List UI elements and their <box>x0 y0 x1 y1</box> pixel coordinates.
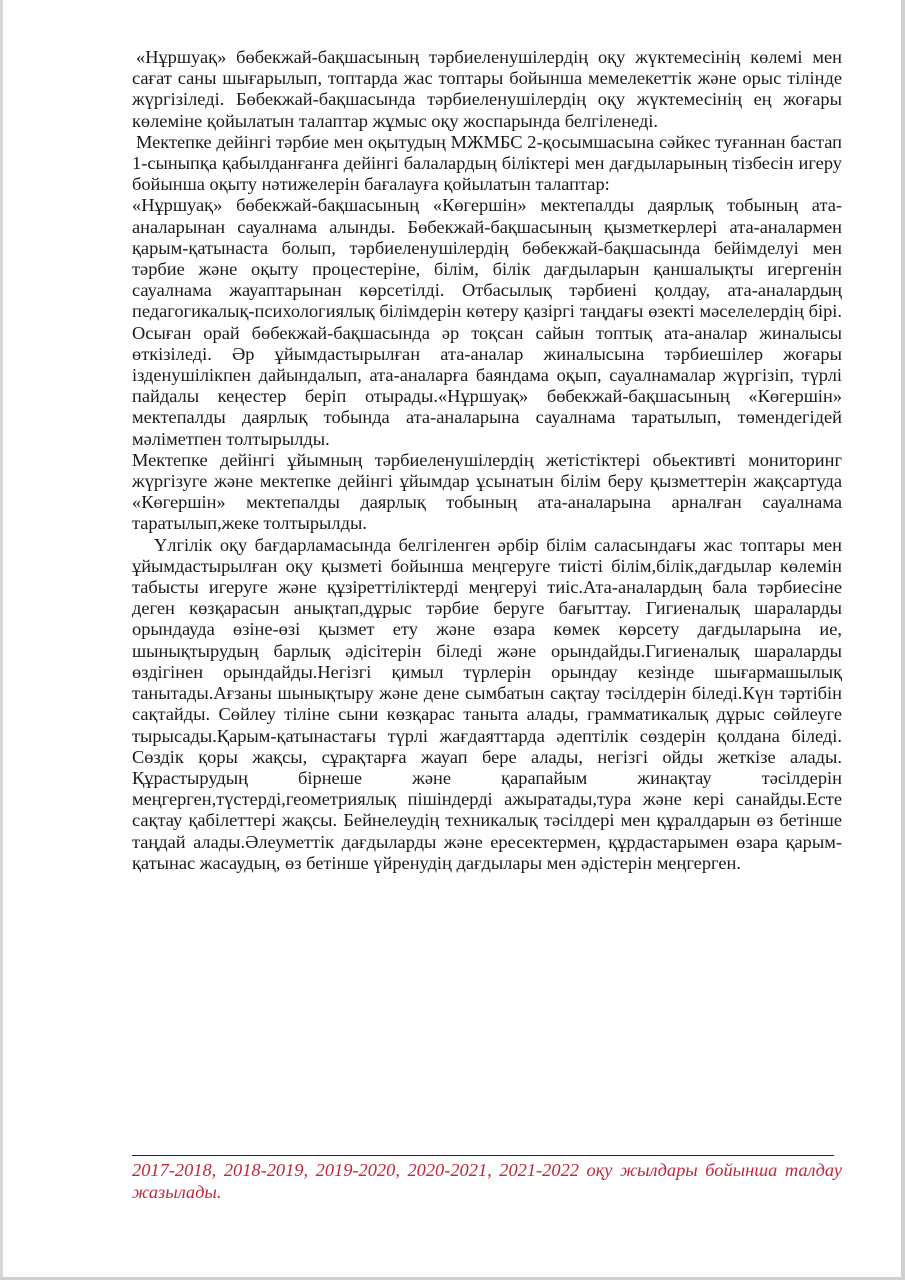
page-right-edge <box>901 0 905 1280</box>
footnote-note: 2017-2018, 2018-2019, 2019-2020, 2020-2021, 2021-2022 оқу жылдары бойынша талдау жазылады. <box>132 1160 842 1202</box>
page-left-edge <box>0 0 3 1280</box>
paragraph-parent-survey: «Нұршуақ» бөбекжай-бақшасының «Көгершін» мектепалды даярлық тобының ата-аналарынан сауалнама алынды. Бөбекжай-бақшасының қызметкерлері ата-аналармен қарым-қатынаста болып, тәрбиеленушілердің бөбекжай-бақшасында бейімделуі мен тәрбие және оқыту процестеріне, білім, білік дағдыларын қаншалықты игергенін сауалнама жауаптарынан көрсетілді. Отбасылық тәрбиені қолдау, ата-аналардың педагогикалық-психологиялық білімдерін көтеру қазіргі таңдағы өзекті мәселелердің бірі. Осыған орай бөбекжай-бақшасында әр тоқсан сайын топтық ата-аналар жиналысы өткізіледі. Әр ұйымдастырылған ата-аналар жиналысына тәрбиешілер жоғары ізденушілікпен дайындалып, ата-аналарға баяндама оқып, сауалнамалар жүргізіп, түрлі пайдалы кеңестер беріп отырады.«Нұршуақ» бөбекжай-бақшасының «Көгершін» мектепалды даярлық тобында ата-аналарына сауалнама таратылып, төмендегідей мәліметпен толтырылды. <box>132 195 842 449</box>
paragraph-monitoring: Мектепке дейінгі ұйымның тәрбиеленушілердің жетістіктері обьективті мониторинг жүргізуге және мектепке дейінгі ұйымдар ұсынатын білім беру қызметтерін жақсартуда «Көгершін» мектепалды даярлық тобының ата-аналарына арналған сауалнама таратылып,жеке толтырылды. <box>132 449 842 534</box>
footnote-divider <box>132 1155 834 1156</box>
document-body <box>132 47 842 874</box>
paragraph-workload: «Нұршуақ» бөбекжай-бақшасының тәрбиеленушілердің оқу жүктемесінің көлемі мен сағат саны шығарылып, топтарда жас топтары бойынша мемелекеттік және орыс тілінде жүргізіледі. Бөбекжай-бақшасында тәрбиеленушілердің оқу жүктемесінің ең жоғары көлеміне қойылатын талаптар жұмыс оқу жоспарында белгіленеді. <box>132 47 842 131</box>
paragraph-standards-requirements: Мектепке дейінгі тәрбие мен оқытудың МЖМБС 2-қосымшасына сәйкес туғаннан бастап 1-сыныпқа қабылданғанға дейінгі балалардың біліктері мен дағдыларының тізбесін игеру бойынша оқыту нәтижелерін бағалауға қойылатын талаптар: <box>132 131 842 195</box>
paragraph-curriculum-outcomes: Үлгілік оқу бағдарламасында белгіленген әрбір білім саласындағы жас топтары мен ұйымдастырылған оқу қызметі бойынша меңгеруге тиісті білім,білік,дағдылар көлемін табысты игеруге және құзіреттіліктерді меңгеруі тиіс.Ата-аналардың бала тәрбиесіне деген көзқарасын анықтап,дұрыс тәрбие беруге бағыттау. Гигиеналық шараларды орындауда өзіне-өзі қызмет ету және өзара көмек көрсету дағдыларына ие, шынықтырудың барлық әдісітерін біледі және орындайды.Гигиеналық шараларды өздігінен орындайды.Негізгі қимыл түрлерін орындау кезінде шығармашылық танытады.Ағзаны шынықтыру және дене сымбатын сақтау тәсілдерін біледі.Күн тәртібін сақтайды. Сөйлеу тіліне сыни көзқарас таныта алады, грамматикалық дұрыс сөйлеуге тырысады.Қарым-қатынастағы түрлі жағдаяттарда әдептілік сөздерін қолдана біледі. Сөздік қоры жақсы, сұрақтарға жауап бере алады, негізгі ойды жеткізе алады. Құрастырудың бірнеше және қарапайым жинақтау тәсілдерін меңгерген,түстерді,геометриялық пішіндерді ажыратады,тура және кері санайды.Есте сақтау қабілеттері жақсы. Бейнелеудің техникалық тәсілдері мен құралдарын өз бетінше таңдай алады.Әлеуметтік дағдыларды және ересектермен, құрдастарымен өзара қарым-қатынас жасаудың, өз бетінше үйренудің дағдылары мен әдістерін меңгерген. <box>132 534 842 873</box>
